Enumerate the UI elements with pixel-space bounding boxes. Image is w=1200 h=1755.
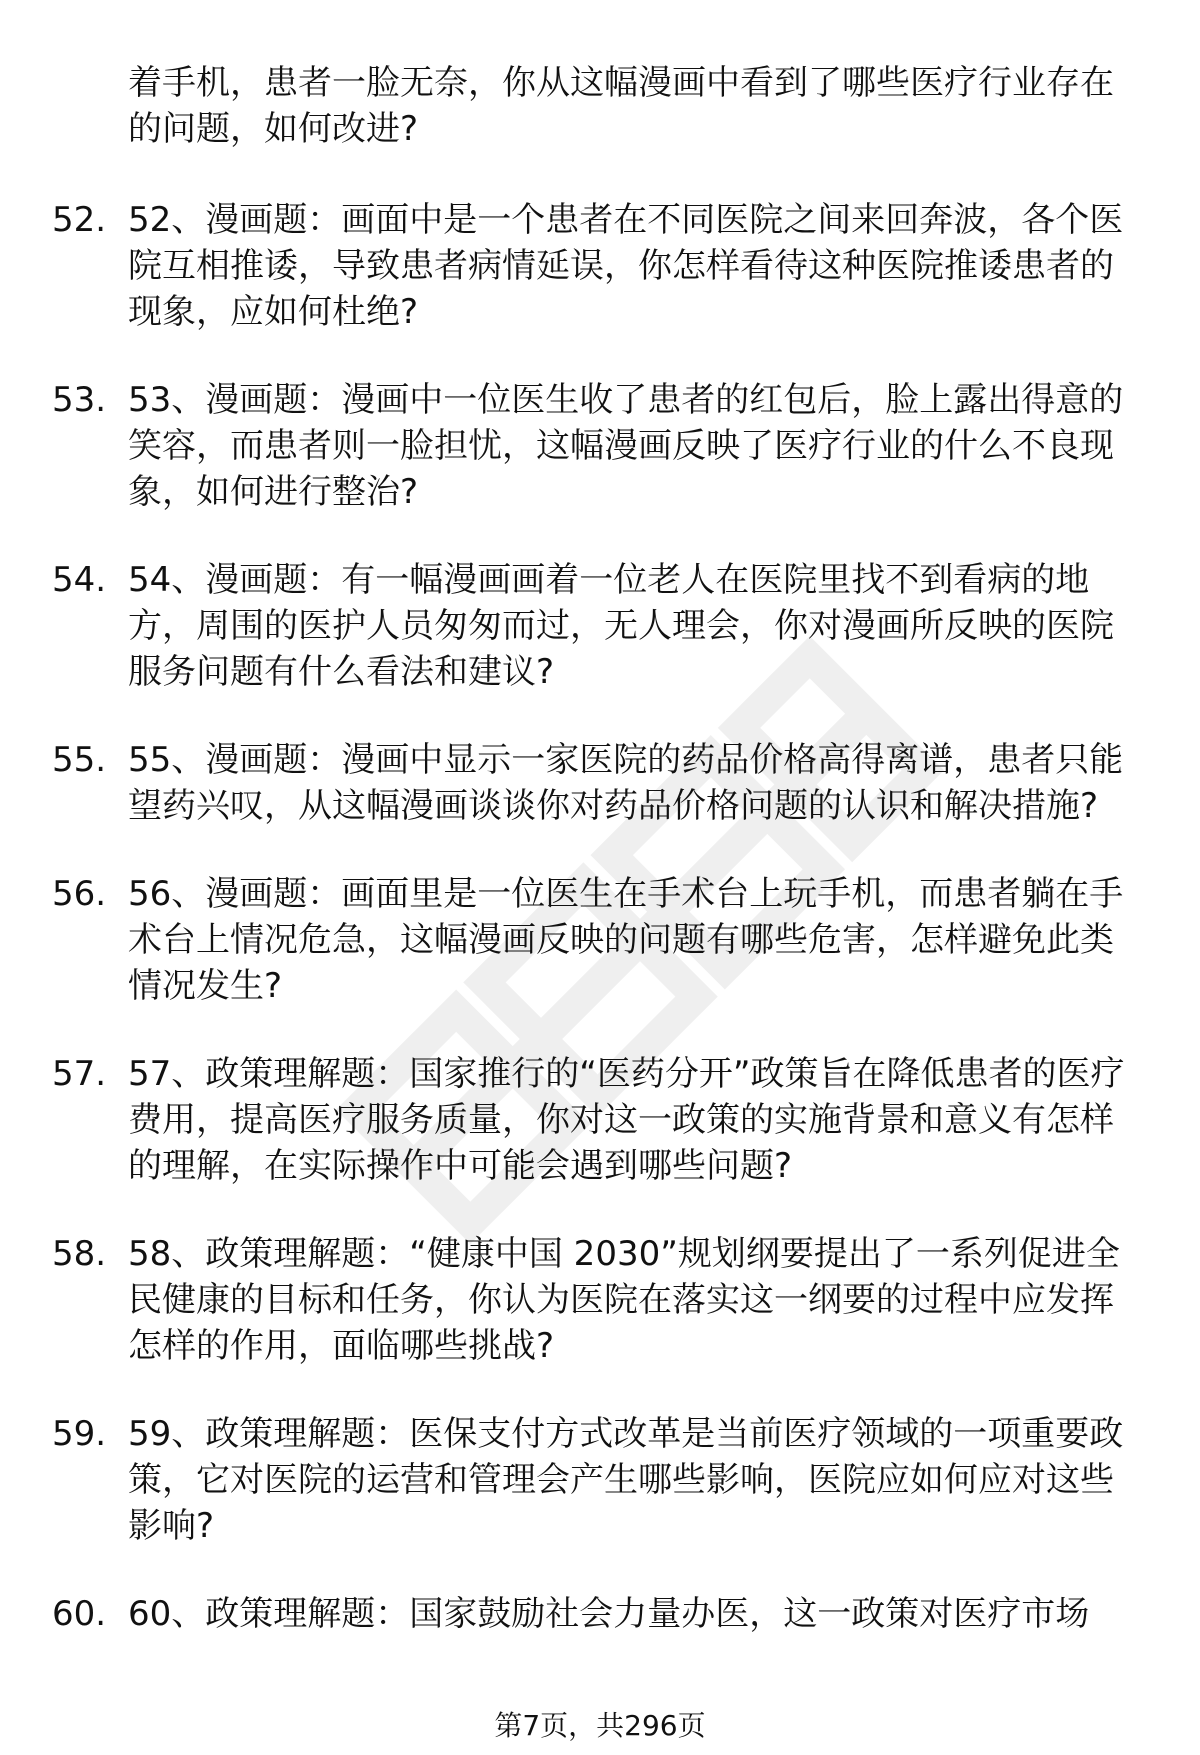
page-footer: 第7页，共296页 bbox=[494, 1709, 706, 1742]
question-list bbox=[0, 197, 1200, 1679]
item-number: 54. bbox=[52, 560, 107, 600]
list-item bbox=[0, 1231, 1143, 1369]
list-item bbox=[0, 557, 1143, 695]
list-item bbox=[0, 1591, 1143, 1637]
item-text: 58、政策理解题：“健康中国 2030”规划纲要提出了一系列促进全民健康的目标和任务，你认为医院在落实这一纲要的过程中应发挥怎样的作用，面临哪些挑战? bbox=[128, 1234, 1120, 1366]
list-item bbox=[0, 1411, 1143, 1549]
item-text: 52、漫画题：画面中是一个患者在不同医院之间来回奔波，各个医院互相推诿，导致患者病情延误，你怎样看待这种医院推诿患者的现象，应如何杜绝? bbox=[128, 200, 1124, 332]
item-text: 56、漫画题：画面里是一位医生在手术台上玩手机，而患者躺在手术台上情况危急，这幅漫画反映的问题有哪些危害，怎样避免此类情况发生? bbox=[128, 874, 1124, 1006]
item-number: 55. bbox=[52, 740, 107, 780]
item-text: 54、漫画题：有一幅漫画画着一位老人在医院里找不到看病的地方，周围的医护人员匆匆而过，无人理会，你对漫画所反映的医院服务问题有什么看法和建议? bbox=[128, 560, 1114, 692]
item-number: 53. bbox=[52, 380, 107, 420]
item-number: 59. bbox=[52, 1414, 107, 1454]
item-text: 53、漫画题：漫画中一位医生收了患者的红包后，脸上露出得意的笑容，而患者则一脸担忧，这幅漫画反映了医疗行业的什么不良现象，如何进行整治? bbox=[128, 380, 1124, 512]
item-number: 56. bbox=[52, 874, 107, 914]
item-text: 59、政策理解题：医保支付方式改革是当前医疗领域的一项重要政策，它对医院的运营和管理会产生哪些影响，医院应如何应对这些影响? bbox=[128, 1414, 1124, 1546]
list-item bbox=[0, 737, 1143, 829]
item-number: 57. bbox=[52, 1054, 107, 1094]
item-text: 55、漫画题：漫画中显示一家医院的药品价格高得离谱，患者只能望药兴叹，从这幅漫画谈谈你对药品价格问题的认识和解决措施? bbox=[128, 740, 1124, 826]
continuation-paragraph: 着手机，患者一脸无奈，你从这幅漫画中看到了哪些医疗行业存在的问题，如何改进? bbox=[128, 63, 1114, 149]
list-item bbox=[0, 197, 1143, 335]
item-text: 57、政策理解题：国家推行的“医药分开”政策旨在降低患者的医疗费用，提高医疗服务质量，你对这一政策的实施背景和意义有怎样的理解，在实际操作中可能会遇到哪些问题? bbox=[128, 1054, 1125, 1186]
list-item bbox=[0, 871, 1143, 1009]
list-item bbox=[0, 1051, 1143, 1189]
item-number: 60. bbox=[52, 1594, 107, 1634]
item-number: 58. bbox=[52, 1234, 107, 1274]
list-item bbox=[0, 377, 1143, 515]
item-text: 60、政策理解题：国家鼓励社会力量办医，这一政策对医疗市场 bbox=[128, 1594, 1090, 1634]
item-number: 52. bbox=[52, 200, 107, 240]
